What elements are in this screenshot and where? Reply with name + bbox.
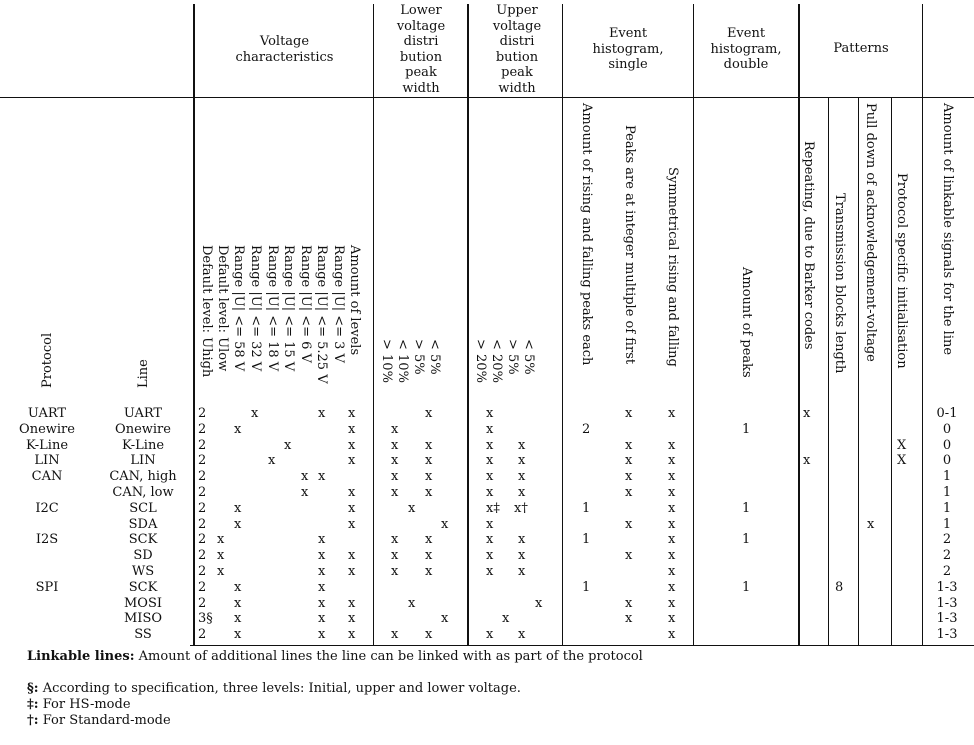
- cell-upper-0: x: [486, 485, 494, 500]
- cell-voltage-6: x: [318, 595, 326, 611]
- cell-line: SCK: [128, 532, 158, 548]
- cell-voltage-0: x: [217, 564, 225, 579]
- column-header-upper-3: > 20%: [473, 339, 488, 383]
- group-voltage-characteristics: Voltage characteristics: [235, 34, 334, 65]
- cell-lower-1: x: [425, 469, 433, 485]
- cell-upper-0: x: [486, 437, 494, 453]
- cell-line: MOSI: [123, 595, 163, 611]
- divider-hist-single: [562, 4, 563, 645]
- cell-levels: 2: [198, 469, 207, 485]
- cell-voltage-7: x: [348, 627, 356, 643]
- cell-hist-single-2: x: [668, 595, 676, 611]
- cell-upper-1: x: [518, 564, 526, 579]
- cell-linkable: 0: [942, 453, 952, 469]
- cell-lower-0: x: [391, 469, 399, 485]
- cell-voltage-3: x: [268, 453, 276, 469]
- cell-hist-single-1: x: [625, 611, 633, 627]
- cell-levels: 2: [198, 437, 207, 453]
- cell-upper-0: x: [486, 406, 494, 421]
- footnote-section-text: According to specification, three levels: Initial, upper and lower voltage.: [42, 681, 521, 696]
- cell-hist-single-1: x: [625, 437, 633, 453]
- cell-linkable: 1-3: [936, 627, 958, 643]
- cell-hist-double: 1: [742, 532, 751, 548]
- cell-voltage-1: x: [234, 611, 242, 627]
- cell-voltage-7: x: [348, 437, 356, 453]
- group-upper-voltage-peak-width: Upper voltage distri bution peak width: [492, 3, 542, 96]
- cell-upper-1: x: [535, 595, 543, 611]
- cell-protocol: SPI: [35, 579, 59, 595]
- cell-lower-0: x: [391, 564, 399, 579]
- column-header-linkable: Amount of linkable signals for the line: [940, 103, 955, 356]
- column-header-lower-1: > 5%: [411, 339, 426, 375]
- cell-linkable: 0-1: [936, 406, 958, 421]
- cell-lower-0: x: [391, 532, 399, 548]
- cell-linkable: 2: [942, 548, 952, 564]
- cell-levels: 2: [198, 595, 207, 611]
- column-header-voltage-4: Range |U| <= 15 V: [281, 245, 296, 372]
- divider-pattern-1: [828, 97, 829, 645]
- column-header-hist-single-0: Amount of rising and falling peaks each: [579, 103, 594, 366]
- cell-levels: 3§: [198, 611, 213, 627]
- cell-voltage-7: x: [348, 421, 356, 437]
- cell-voltage-2: x: [251, 406, 259, 421]
- column-header-pattern-3: Protocol specific initialisation: [894, 173, 909, 369]
- cell-hist-single-2: x: [668, 627, 676, 643]
- cell-pattern-2: x: [867, 516, 875, 532]
- cell-pattern-0: x: [803, 453, 811, 469]
- cell-line: UART: [123, 406, 163, 421]
- cell-levels: 2: [198, 406, 207, 421]
- cell-protocol: LIN: [34, 453, 60, 469]
- cell-voltage-1: x: [234, 595, 242, 611]
- cell-voltage-7: x: [348, 516, 356, 532]
- cell-hist-single-0: 1: [582, 579, 591, 595]
- cell-hist-single-2: x: [668, 485, 676, 500]
- cell-voltage-7: x: [348, 485, 356, 500]
- column-header-upper-0: < 5%: [521, 339, 536, 375]
- cell-voltage-7: x: [348, 595, 356, 611]
- column-header-upper-1: > 5%: [505, 339, 520, 375]
- cell-upper-1: x: [518, 453, 526, 469]
- group-patterns: Patterns: [833, 41, 889, 56]
- cell-hist-single-0: 2: [582, 421, 591, 437]
- cell-linkable: 2: [942, 532, 952, 548]
- column-header-voltage-0: Amount of levels: [347, 245, 362, 356]
- cell-voltage-0: x: [217, 548, 225, 564]
- cell-hist-single-2: x: [668, 406, 676, 421]
- footnote-linkable-label: Linkable lines:: [27, 649, 135, 664]
- cell-upper-1: x: [518, 469, 526, 485]
- table-bottom-rule: [190, 645, 974, 646]
- column-header-hist-single-2: Symmetrical rising and falling: [665, 167, 680, 367]
- cell-upper-0: x: [486, 564, 494, 579]
- cell-hist-single-1: x: [625, 406, 633, 421]
- cell-hist-single-1: x: [625, 516, 633, 532]
- cell-lower-0: x: [391, 453, 399, 469]
- cell-hist-single-2: x: [668, 548, 676, 564]
- column-header-line: Line: [136, 359, 151, 388]
- cell-upper-0: x: [502, 611, 510, 627]
- column-header-voltage-3: Range |U| <= 6 V: [298, 245, 313, 363]
- cell-upper-0: x: [486, 453, 494, 469]
- cell-voltage-6: x: [318, 548, 326, 564]
- cell-voltage-6: x: [318, 469, 326, 485]
- divider-hist-double: [693, 4, 694, 645]
- cell-lower-0: x: [408, 595, 416, 611]
- column-header-voltage-1: Range |U| <= 3 V: [331, 245, 346, 363]
- cell-hist-single-1: x: [625, 453, 633, 469]
- cell-linkable: 1: [942, 485, 952, 500]
- cell-levels: 2: [198, 548, 207, 564]
- footnote-section: [27, 681, 521, 697]
- cell-hist-single-0: 1: [582, 500, 591, 516]
- cell-voltage-4: x: [284, 437, 292, 453]
- cell-lower-0: x: [391, 437, 399, 453]
- cell-linkable: 1-3: [936, 611, 958, 627]
- cell-upper-0: x: [486, 532, 494, 548]
- footnote-linkable: [27, 649, 643, 665]
- cell-line: LIN: [130, 453, 156, 469]
- cell-hist-double: 1: [742, 579, 751, 595]
- cell-levels: 2: [198, 453, 207, 469]
- cell-protocol: K-Line: [25, 437, 69, 453]
- divider-linkable: [922, 4, 923, 645]
- cell-voltage-1: x: [234, 627, 242, 643]
- cell-voltage-7: x: [348, 548, 356, 564]
- cell-voltage-5: x: [301, 485, 309, 500]
- cell-voltage-6: x: [318, 579, 326, 595]
- cell-lower-0: x: [391, 421, 399, 437]
- cell-line: WS: [131, 564, 155, 579]
- cell-pattern-3: X: [897, 437, 907, 453]
- cell-lower-0: x: [391, 627, 399, 643]
- column-header-pattern-1: Transmission blocks length: [832, 193, 847, 374]
- cell-upper-0: x: [486, 548, 494, 564]
- cell-hist-single-2: x: [668, 611, 676, 627]
- cell-hist-single-1: x: [625, 485, 633, 500]
- cell-levels: 2: [198, 532, 207, 548]
- cell-protocol: Onewire: [19, 421, 75, 437]
- footnote-double-dagger-label: ‡:: [27, 697, 39, 712]
- footnote-double-dagger: [27, 697, 131, 713]
- cell-protocol: I2C: [35, 500, 59, 516]
- cell-hist-single-2: x: [668, 453, 676, 469]
- cell-hist-single-1: x: [625, 469, 633, 485]
- cell-voltage-6: x: [318, 611, 326, 627]
- cell-line: K-Line: [121, 437, 165, 453]
- cell-lower-1: x: [425, 627, 433, 643]
- cell-line: SS: [134, 627, 152, 643]
- column-header-voltage-9: Default level: Uhigh: [199, 245, 214, 378]
- group-event-histogram-single: Event histogram, single: [592, 26, 664, 73]
- cell-levels: 2: [198, 564, 207, 579]
- cell-protocol: CAN: [31, 469, 63, 485]
- cell-voltage-7: x: [348, 564, 356, 579]
- cell-levels: 2: [198, 627, 207, 643]
- cell-lower-1: x: [425, 437, 433, 453]
- cell-line: SCK: [128, 579, 158, 595]
- cell-linkable: 1: [942, 516, 952, 532]
- cell-levels: 2: [198, 500, 207, 516]
- cell-hist-double: 1: [742, 500, 751, 516]
- cell-linkable: 1: [942, 500, 952, 516]
- footnote-linkable-text: Amount of additional lines the line can be linked with as part of the protocol: [138, 649, 643, 664]
- column-header-pattern-2: Pull down of acknowledgement-voltage: [863, 103, 878, 362]
- cell-voltage-6: x: [318, 406, 326, 421]
- cell-lower-0: x: [391, 485, 399, 500]
- footnote-dagger-text: For Standard-mode: [42, 713, 171, 728]
- cell-hist-single-1: x: [625, 595, 633, 611]
- cell-voltage-0: x: [217, 532, 225, 548]
- cell-hist-single-2: x: [668, 532, 676, 548]
- cell-upper-0: x: [486, 421, 494, 437]
- cell-voltage-1: x: [234, 516, 242, 532]
- cell-line: CAN, high: [109, 469, 177, 485]
- cell-linkable: 2: [942, 564, 952, 579]
- cell-protocol: I2S: [35, 532, 59, 548]
- cell-line: SD: [133, 548, 153, 564]
- group-lower-voltage-peak-width: Lower voltage distri bution peak width: [396, 3, 446, 96]
- cell-hist-single-2: x: [668, 469, 676, 485]
- cell-linkable: 0: [942, 421, 952, 437]
- divider-upper: [467, 4, 469, 645]
- cell-pattern-3: X: [897, 453, 907, 469]
- column-header-upper-2: < 20%: [489, 339, 504, 383]
- cell-linkable: 0: [942, 437, 952, 453]
- column-header-hist-double-0: Amount of peaks: [739, 267, 754, 378]
- cell-upper-0: x: [486, 516, 494, 532]
- cell-levels: 2: [198, 485, 207, 500]
- cell-upper-1: x: [518, 485, 526, 500]
- cell-lower-1: x: [441, 516, 449, 532]
- column-header-lower-2: < 10%: [395, 339, 410, 383]
- cell-lower-0: x: [408, 500, 416, 516]
- cell-linkable: 1-3: [936, 579, 958, 595]
- cell-lower-1: x: [425, 564, 433, 579]
- cell-linkable: 1-3: [936, 595, 958, 611]
- cell-line: MISO: [123, 611, 163, 627]
- column-header-voltage-8: Default level: Ulow: [215, 245, 230, 372]
- cell-upper-0: x: [486, 469, 494, 485]
- cell-line: CAN, low: [112, 485, 174, 500]
- column-header-voltage-5: Range |U| <= 18 V: [265, 245, 280, 372]
- cell-lower-1: x: [425, 485, 433, 500]
- cell-lower-1: x: [441, 611, 449, 627]
- cell-voltage-5: x: [301, 469, 309, 485]
- cell-lower-1: x: [425, 532, 433, 548]
- cell-line: SCL: [129, 500, 157, 516]
- divider-pattern-3: [891, 97, 892, 645]
- cell-voltage-7: x: [348, 500, 356, 516]
- footnote-section-label: §:: [27, 681, 39, 696]
- cell-hist-single-2: x: [668, 437, 676, 453]
- cell-linkable: 1: [942, 469, 952, 485]
- column-header-voltage-7: Range |U| <= 58 V: [231, 245, 246, 372]
- cell-lower-1: x: [425, 453, 433, 469]
- cell-levels: 2: [198, 579, 207, 595]
- divider-lower: [373, 4, 374, 645]
- divider-voltage: [193, 4, 195, 645]
- cell-levels: 2: [198, 516, 207, 532]
- cell-upper-1: x: [518, 437, 526, 453]
- cell-upper-0: x‡: [486, 500, 500, 516]
- cell-hist-single-2: x: [668, 500, 676, 516]
- cell-voltage-7: x: [348, 453, 356, 469]
- cell-upper-1: x†: [514, 500, 528, 516]
- cell-voltage-6: x: [318, 564, 326, 579]
- cell-voltage-1: x: [234, 579, 242, 595]
- column-header-lower-0: < 5%: [427, 339, 442, 375]
- cell-voltage-1: x: [234, 421, 242, 437]
- cell-lower-1: x: [425, 406, 433, 421]
- cell-hist-single-0: 1: [582, 532, 591, 548]
- cell-upper-1: x: [518, 548, 526, 564]
- cell-voltage-7: x: [348, 611, 356, 627]
- divider-pattern-2: [858, 97, 859, 645]
- cell-upper-0: x: [486, 627, 494, 643]
- column-header-voltage-6: Range |U| <= 32 V: [248, 245, 263, 372]
- cell-pattern-1: 8: [835, 579, 844, 595]
- cell-hist-double: 1: [742, 421, 751, 437]
- column-header-protocol: Protocol: [40, 332, 55, 388]
- column-header-hist-single-1: Peaks are at integer multiple of first: [622, 125, 637, 365]
- cell-hist-single-2: x: [668, 516, 676, 532]
- cell-upper-1: x: [518, 627, 526, 643]
- cell-pattern-0: x: [803, 406, 811, 421]
- column-header-pattern-0: Repeating, due to Barker codes: [801, 141, 816, 350]
- cell-line: SDA: [128, 516, 158, 532]
- cell-hist-single-1: x: [625, 548, 633, 564]
- footnote-dagger: [27, 713, 171, 729]
- cell-voltage-6: x: [318, 627, 326, 643]
- footnote-dagger-label: †:: [27, 713, 39, 728]
- cell-voltage-6: x: [318, 532, 326, 548]
- cell-upper-1: x: [518, 532, 526, 548]
- cell-line: Onewire: [115, 421, 171, 437]
- cell-voltage-1: x: [234, 500, 242, 516]
- column-header-voltage-2: Range |U| <= 5.25 V: [314, 245, 329, 384]
- cell-levels: 2: [198, 421, 207, 437]
- cell-voltage-7: x: [348, 406, 356, 421]
- cell-lower-1: x: [425, 548, 433, 564]
- cell-hist-single-2: x: [668, 564, 676, 579]
- cell-protocol: UART: [27, 406, 67, 421]
- cell-lower-0: x: [391, 548, 399, 564]
- footnote-double-dagger-text: For HS-mode: [42, 697, 131, 712]
- group-event-histogram-double: Event histogram, double: [710, 26, 782, 73]
- column-header-lower-3: > 10%: [379, 339, 394, 383]
- cell-hist-single-2: x: [668, 579, 676, 595]
